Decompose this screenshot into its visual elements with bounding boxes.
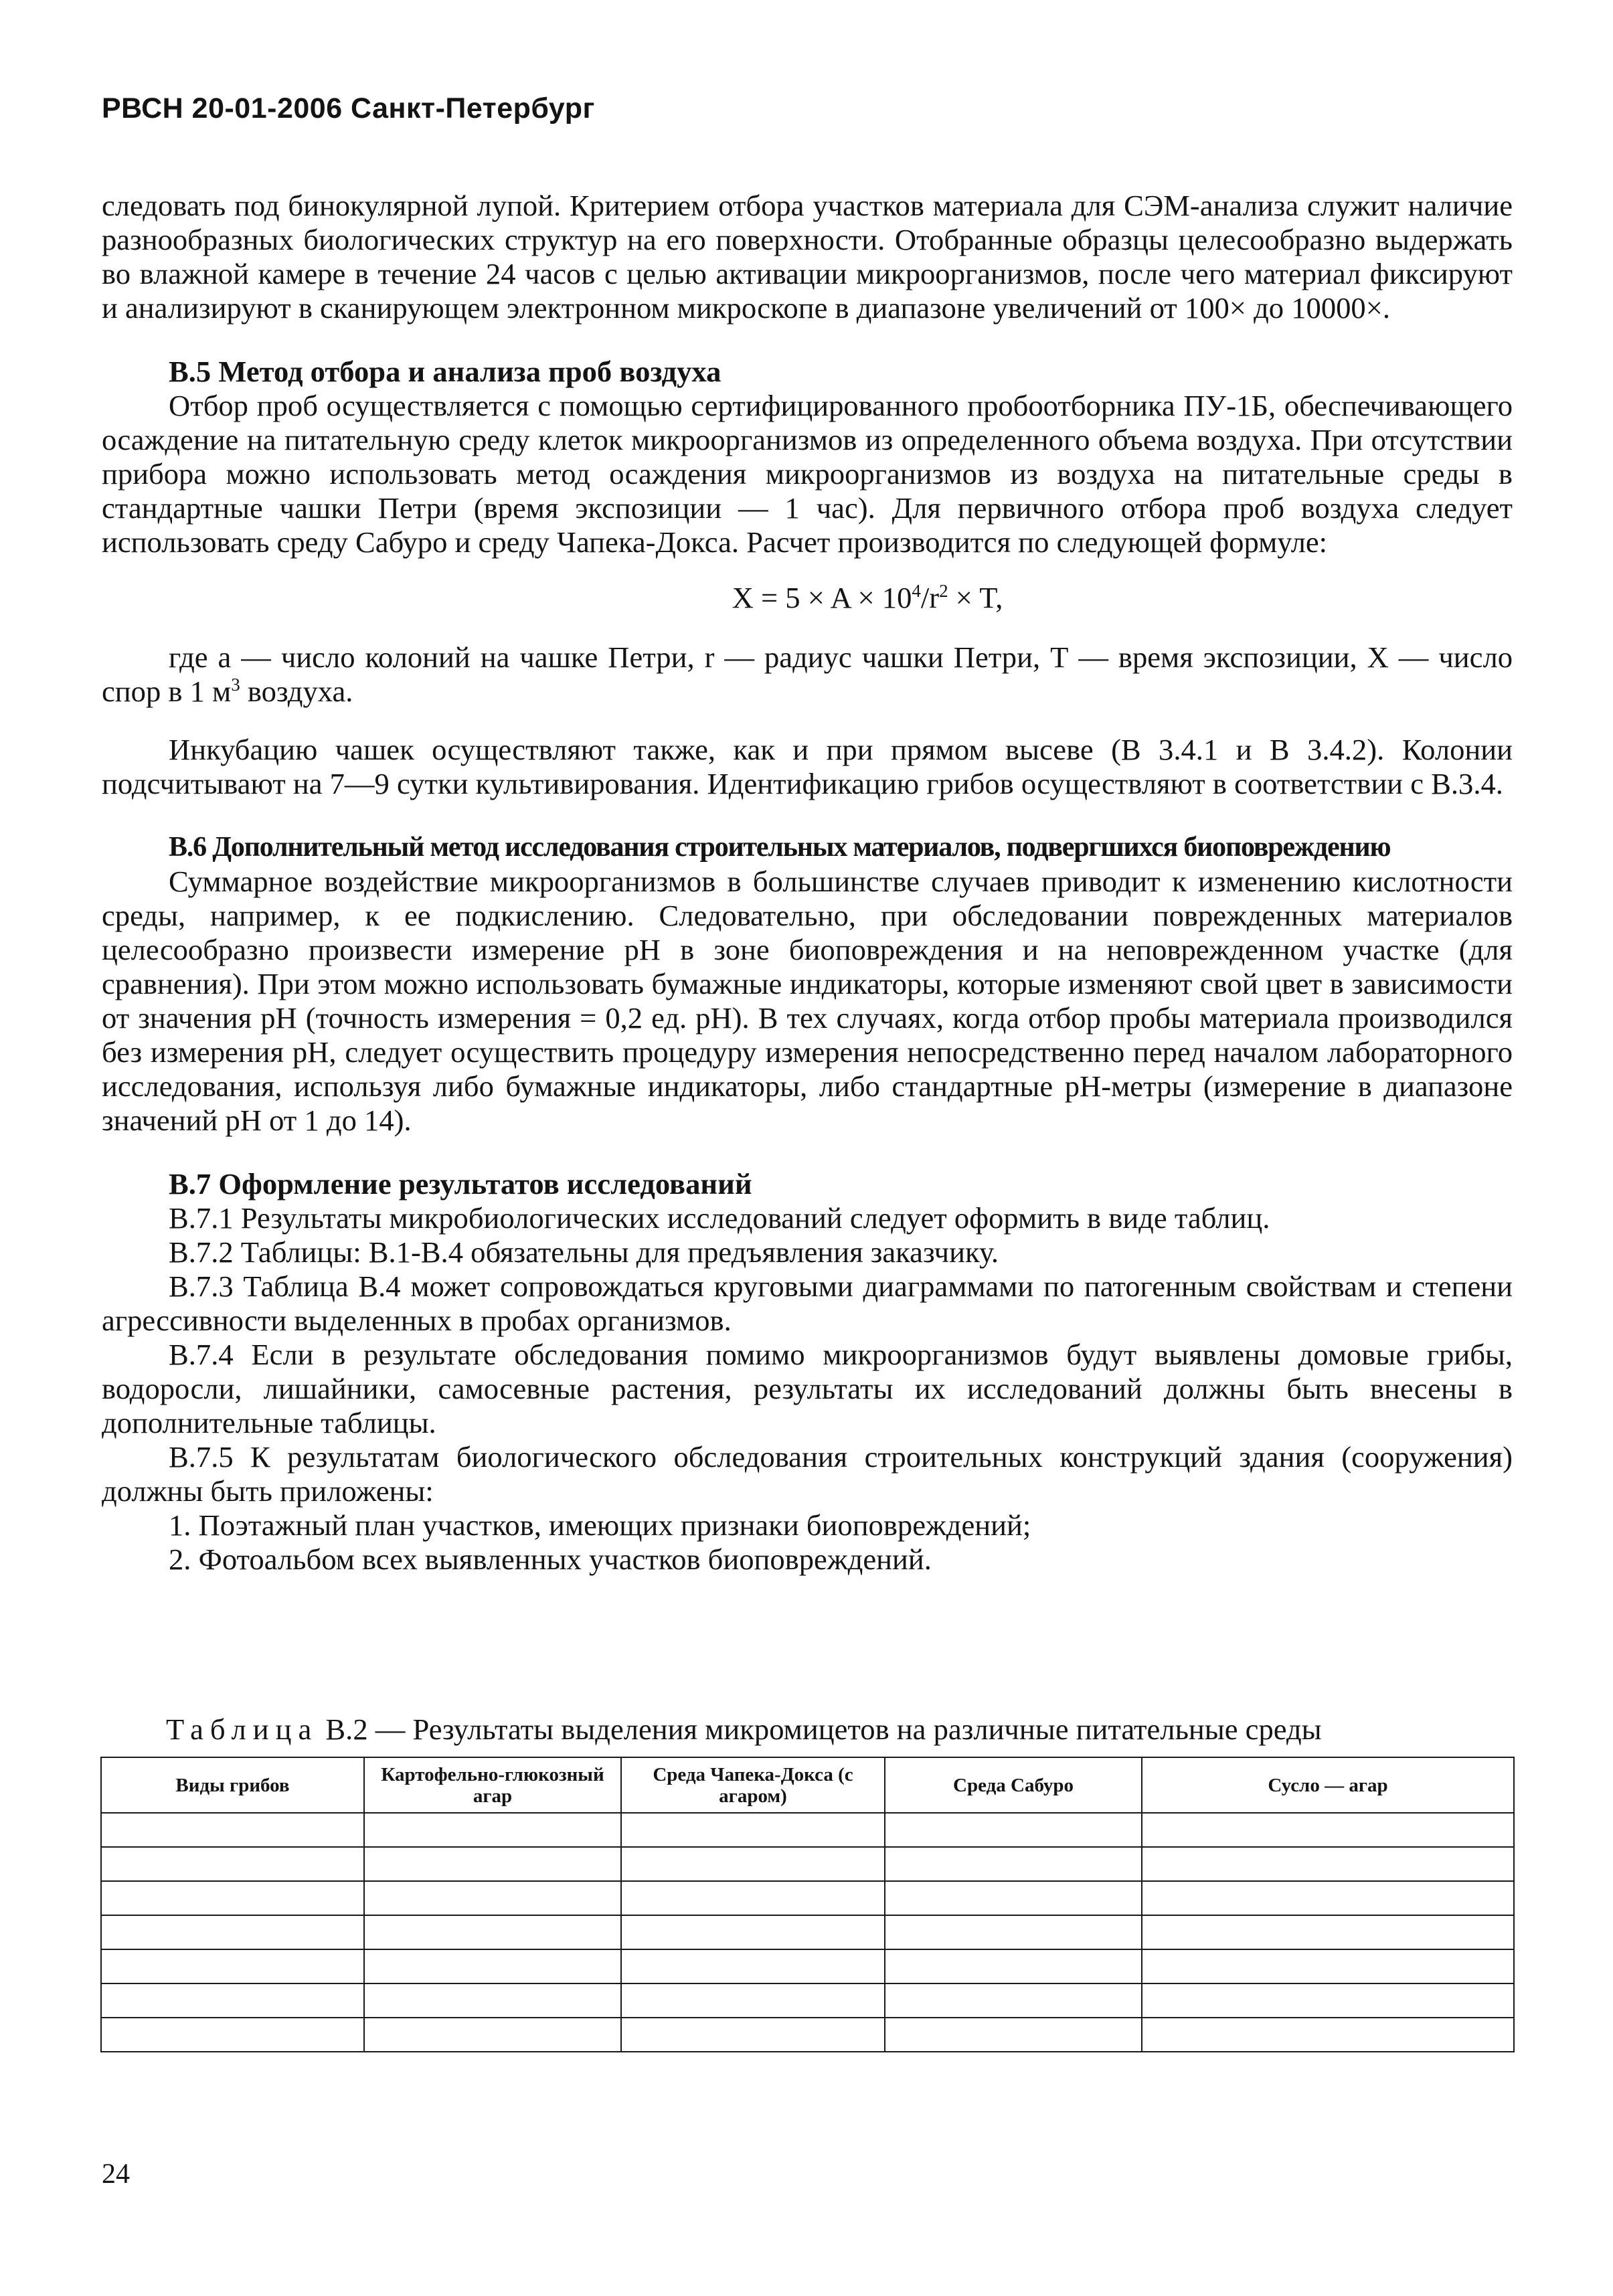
table-cell <box>885 1813 1142 1847</box>
table-cell <box>621 2018 885 2052</box>
table-cell <box>364 1915 621 1949</box>
table-cell <box>1142 1915 1514 1949</box>
table-cell <box>885 1915 1142 1949</box>
table-cell <box>364 1881 621 1915</box>
table-cell <box>364 1813 621 1847</box>
clause-b7-3: В.7.3 Таблица В.4 может сопровождаться круговыми диаграммами по патогенным свойствам и степени агрессивности выделенных в пробах организмов. <box>102 1269 1513 1337</box>
formula-part: × T, <box>948 581 1003 614</box>
table-cell <box>885 1881 1142 1915</box>
table-caption-text: В.2 — Результаты выделения микромицетов на различные питательные среды <box>318 1712 1322 1746</box>
table-cell <box>364 1847 621 1881</box>
section-b7-heading: В.7 Оформление результатов исследований <box>169 1167 752 1201</box>
column-header: Виды грибов <box>101 1757 364 1813</box>
table-cell <box>885 2018 1142 2052</box>
table-row <box>101 1915 1514 1949</box>
table-cell <box>364 1983 621 2018</box>
section-b6-heading: В.6 Дополнительный метод исследования строительных материалов, подвергшихся биоповреждению <box>169 832 1391 863</box>
table-cell <box>621 1983 885 2018</box>
table-row <box>101 1847 1514 1881</box>
formula <box>102 581 1513 615</box>
column-header: Картофельно-глюкозный агар <box>364 1757 621 1813</box>
table-cell <box>101 2018 364 2052</box>
unit-exponent: 3 <box>231 675 240 695</box>
table-cell <box>101 1813 364 1847</box>
table-cell <box>621 1949 885 1983</box>
table-cell <box>621 1915 885 1949</box>
table-cell <box>621 1813 885 1847</box>
clause-b7-1: В.7.1 Результаты микробиологических исследований следует оформить в виде таблиц. <box>169 1201 1270 1235</box>
formula-part: /r <box>920 581 940 614</box>
formula-exponent: 2 <box>939 581 948 602</box>
column-header: Среда Чапека-Докса (с агаром) <box>621 1757 885 1813</box>
running-header: РВСН 20-01-2006 Санкт-Петербург <box>102 92 595 124</box>
formula-explanation <box>102 640 1513 709</box>
intro-paragraph: следовать под бинокулярной лупой. Критерием отбора участков материала для СЭМ-анализа служит наличие разнообразных биологических структур на его поверхности. Отобранные образцы целесообразно выдержать во влажной камере в течение 24 часов с целью активации микроорганизмов, после чего материал фиксируют и анализируют в сканирующем электронном микроскопе в диапазоне увеличений от 100× до 10000×. <box>102 189 1513 325</box>
table-cell <box>1142 1983 1514 2018</box>
table-cell <box>1142 1949 1514 1983</box>
table-caption <box>166 1712 1464 1747</box>
table-row <box>101 2018 1514 2052</box>
table-cell <box>1142 1813 1514 1847</box>
table-cell <box>101 1847 364 1881</box>
table-cell <box>621 1881 885 1915</box>
table-cell <box>101 1881 364 1915</box>
table-row <box>101 1983 1514 2018</box>
table-cell <box>101 1915 364 1949</box>
table-cell <box>1142 1847 1514 1881</box>
table-cell <box>621 1847 885 1881</box>
list-item: 1. Поэтажный план участков, имеющих признаки биоповреждений; <box>169 1508 1031 1542</box>
table-cell <box>364 2018 621 2052</box>
list-item: 2. Фотоальбом всех выявленных участков биоповреждений. <box>169 1542 932 1576</box>
table-cell <box>101 1949 364 1983</box>
clause-b7-2: В.7.2 Таблицы: В.1-В.4 обязательны для предъявления заказчику. <box>169 1235 999 1269</box>
formula-part: X = 5 × A × 10 <box>732 581 912 614</box>
formula-exponent: 4 <box>912 581 921 602</box>
section-b5-heading: В.5 Метод отбора и анализа проб воздуха <box>169 355 721 388</box>
explanation-text: воздуха. <box>240 675 353 708</box>
table-cell <box>885 1949 1142 1983</box>
section-b5-paragraph: Отбор проб осуществляется с помощью сертифицированного пробоотборника ПУ-1Б, обеспечивающего осаждение на питательную среду клеток микроорганизмов из определенного объема воздуха. При отсутствии прибора можно использовать метод осаждения микроорганизмов из воздуха на питательные среды в стандартные чашки Петри (время экспозиции — 1 час). Для первичного отбора проб воздуха следует использовать среду Сабуро и среду Чапека-Докса. Расчет производится по следующей формуле: <box>102 389 1513 559</box>
table-row <box>101 1881 1514 1915</box>
clause-b7-5: В.7.5 К результатам биологического обследования строительных конструкций здания (сооружения) должны быть приложены: <box>102 1440 1513 1508</box>
clause-b7-4: В.7.4 Если в результате обследования помимо микроорганизмов будут выявлены домовые грибы, водоросли, лишайники, самосевные растения, результаты их исследований должны быть внесены в дополнительные таблицы. <box>102 1338 1513 1439</box>
page-number: 24 <box>102 2159 130 2190</box>
table-caption-word: Таблица <box>166 1712 319 1746</box>
table-cell <box>364 1949 621 1983</box>
incubation-paragraph: Инкубацию чашек осуществляют также, как и при прямом высеве (В 3.4.1 и В 3.4.2). Колонии подсчитывают на 7—9 сутки культивирования. Идентификацию грибов осуществляют в соответствии с В.3.4. <box>102 733 1513 800</box>
section-b6-paragraph: Суммарное воздействие микроорганизмов в большинстве случаев приводит к изменению кислотности среды, например, к ее подкислению. Следовательно, при обследовании поврежденных материалов целесообразно произвести измерение рН в зоне биоповреждения и на неповрежденном участке (для сравнения). При этом можно использовать бумажные индикаторы, которые изменяют свой цвет в зависимости от значения рН (точность измерения = 0,2 ед. рН). В тех случаях, когда отбор пробы материала производился без измерения рН, следует осуществить процедуру измерения непосредственно перед началом лабораторного исследования, используя либо бумажные индикаторы, либо стандартные рН-метры (измерение в диапазоне значений рН от 1 до 14). <box>102 865 1513 1137</box>
table-cell <box>885 1983 1142 2018</box>
column-header: Среда Сабуро <box>885 1757 1142 1813</box>
table-cell <box>1142 1881 1514 1915</box>
table-cell <box>885 1847 1142 1881</box>
column-header: Сусло — агар <box>1142 1757 1514 1813</box>
table-row <box>101 1813 1514 1847</box>
table-row <box>101 1949 1514 1983</box>
table-cell <box>1142 2018 1514 2052</box>
table-header-row <box>101 1757 1514 1813</box>
table-b2 <box>100 1757 1515 2052</box>
table-cell <box>101 1983 364 2018</box>
explanation-text: где а — число колоний на чашке Петри, r — радиус чашки Петри, Т — время экспозиции, Х — число спор в 1 м <box>102 640 1513 708</box>
body-text <box>102 189 1513 1577</box>
results-table <box>100 1757 1515 2052</box>
